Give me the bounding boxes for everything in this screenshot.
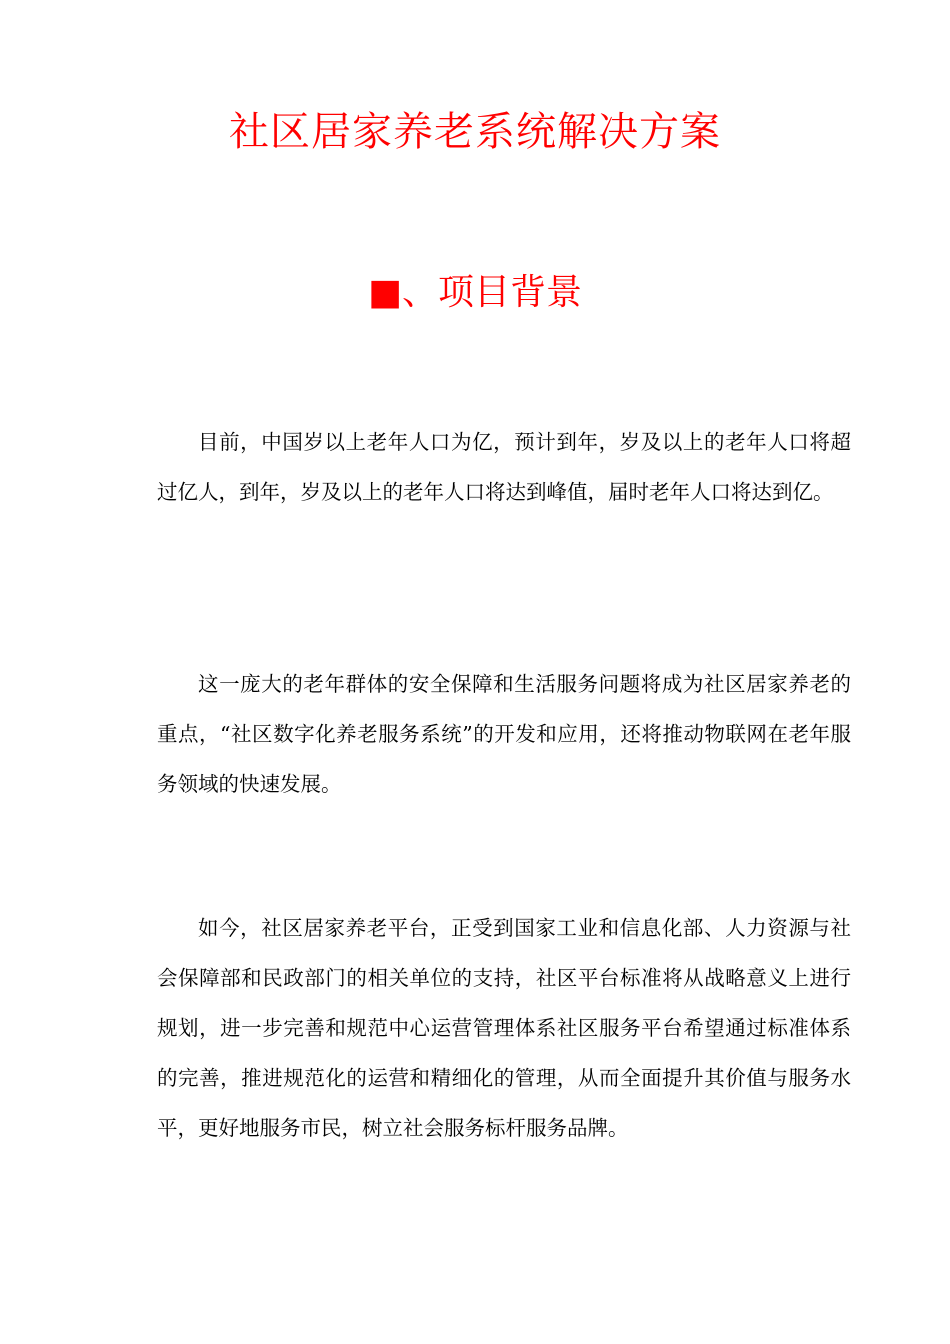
paragraph-3: 如今，社区居家养老平台，正受到国家工业和信息化部、人力资源与社会保障部和民政部门的相关单位的支持，社区平台标准将从战略意义上进行规划，进一步完善和规范中心运营管理体系社区服务平台希望通过标准体系的完善，推进规范化的运营和精细化的管理，从而全面提升其价值与服务水平，更好地服务市民，树立社会服务标杆服务品牌。 [157,916,851,1140]
paragraph-2: 这一庞大的老年群体的安全保障和生活服务问题将成为社区居家养老的重点，“社区数字化养老服务系统”的开发和应用，还将推动物联网在老年服务领域的快速发展。 [157,672,851,796]
document-title: 社区居家养老系统解决方案 [229,109,721,155]
section-heading: ■、项目背景 [367,272,582,313]
paragraph-1: 目前，中国岁以上老年人口为亿，预计到年，岁及以上的老年人口将超过亿人，到年，岁及以上的老年人口将达到峰值，届时老年人口将达到亿。 [157,430,851,504]
